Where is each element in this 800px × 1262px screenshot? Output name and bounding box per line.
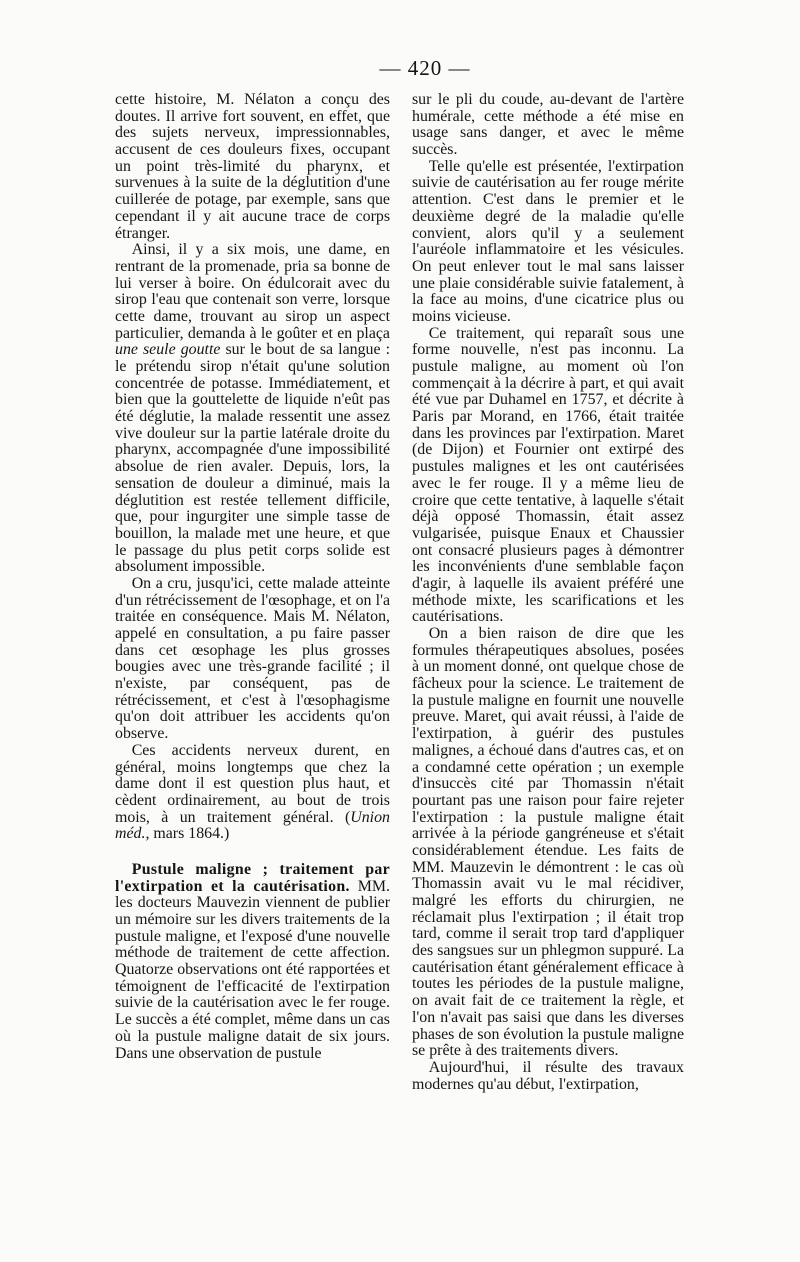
italic-phrase: une seule goutte	[115, 341, 221, 359]
paragraph-text: MM. les docteurs Mauvezin viennent de publier un mémoire sur les divers traitements de la pustule maligne, et l'exposé d'une nouvelle méthode de traitement de cette affection. Quatorze observations ont été rapportées et témoignent de l'efficacité de l'extirpation suivie de la cautérisation avec le fer rouge. Le succès a été complet, même dans un cas où la pustule maligne datait de six jours. Dans une observation de pustule	[115, 877, 390, 1062]
paragraph	[115, 242, 390, 576]
paragraph: cette histoire, M. Nélaton a conçu des doutes. Il arrive fort souvent, en effet, que des sujets nerveux, impressionnables, accusent de ces douleurs fixes, occupant un point très-limité du pharynx, et survenues à la suite de la déglutition d'une cuillerée de potage, par exemple, sans que cependant il y ait aucune trace de corps étranger.	[115, 91, 390, 242]
paragraph-text: , mars 1864.)	[145, 825, 230, 843]
paragraph: sur le pli du coude, au-devant de l'artère humérale, cette méthode a été mise en usage sans danger, et avec le même succès.	[412, 91, 684, 159]
paragraph-text: Ainsi, il y a six mois, une dame, en rentrant de la promenade, pria sa bonne de lui verser à boire. On édulcorait avec du sirop l'eau que contenait son verre, lorsque cette dame, trouvant au sirop un aspect particulier, demanda à le goûter et en plaça	[115, 241, 390, 342]
paragraph: Aujourd'hui, il résulte des travaux modernes qu'au début, l'extirpation,	[412, 1058, 684, 1093]
page-number-text: — 420 —	[379, 56, 471, 80]
paragraph: On a bien raison de dire que les formules thérapeutiques absolues, posées à un moment donné, ont quelque chose de fâcheux pour la science. Le traitement de la pustule maligne en fournit une nouvelle preuve. Maret, qui avait réussi, à l'aide de l'extirpation, à guérir des pustules malignes, a échoué dans d'autres cas, et on a condamné cette opération ; un exemple d'insuccès cité par Thomassin n'était pourtant pas une raison pour faire rejeter l'extirpation : la pustule maligne était arrivée à la période gangréneuse et s'était considérablement étendue. Les faits de MM. Mauzevin le démontrent : le cas où Thomassin avait vu le mal récidiver, malgré les efforts du chirurgien, ne réclamait plus l'extirpation ; il était trop tard, comme il serait trop tard d'appliquer des sangsues sur un phlegmon suppuré. La cautérisation étant généralement efficace à toutes les périodes de la pustule maligne, on avait fait de ce traitement la règle, et l'on n'avait pas saisi que dans les diverses phases de son évolution la pustule maligne se prête à des traitements divers.	[412, 625, 684, 1060]
paragraph: Telle qu'elle est présentée, l'extirpation suivie de cautérisation au fer rouge mérite attention. C'est dans le premier et le deuxième degré de la maladie qu'elle convient, alors qu'il y a seulement l'auréole inflammatoire et les vésicules. On peut enlever tout le mal sans laisser une plaie considérable suivie fatalement, à la face au moins, d'une cicatrice plus ou moins vicieuse.	[412, 157, 684, 325]
page-number	[0, 56, 800, 81]
paragraph: On a cru, jusqu'ici, cette malade atteinte d'un rétrécissement de l'œsophage, et on l'a traitée en conséquence. Mais M. Nélaton, appelé en consultation, a pu faire passer dans cet œsophage les plus grosses bougies avec une très-grande facilité ; il n'existe, par conséquent, pas de rétrécissement, et c'est à l'œsophagisme qu'on doit attribuer les accidents qu'on observe.	[115, 574, 390, 743]
right-column	[412, 92, 684, 1093]
paragraph: Ce traitement, qui reparaît sous une forme nouvelle, n'est pas inconnu. La pustule maligne, au moment où l'on commençait à la décrire à part, et qui avait été vue par Duhamel en 1757, et décrite à Paris par Morand, en 1766, était traitée dans les provinces par l'extirpation. Maret (de Dijon) et Fournier ont extirpé des pustules malignes et les ont cautérisées avec le fer rouge. Il y a même lieu de croire que cette tentative, à laquelle s'était déjà opposé Thomassin, était assez vulgarisée, puisque Enaux et Chaussier ont consacré plusieurs pages à démontrer les inconvénients d'une semblable façon d'agir, à laquelle ils avaient préféré une méthode mixte, les scarifications et les cautérisations.	[412, 324, 684, 626]
citation-journal: Union méd.	[115, 808, 390, 843]
paragraph	[115, 743, 390, 843]
section-heading: Pustule maligne ; traitement par l'extirpation et la cautérisation.	[115, 860, 390, 895]
paragraph-text: Ces accidents nerveux durent, en général, moins longtemps que chez la dame dont il est question plus haut, et cèdent ordinairement, au bout de trois mois, à un traitement général. (	[115, 741, 390, 826]
section-paragraph	[115, 862, 390, 1062]
paragraph-text: sur le bout de sa langue : le prétendu sirop n'était qu'une solution concentrée de potasse. Immédiatement, et bien que la gouttelette de liquide n'eût pas été déglutie, la malade ressentit une assez vive douleur sur la partie latérale droite du pharynx, accompagnée d'une impossibilité absolue de rien avaler. Depuis, lors, la sensation de douleur a diminué, mais la déglutition est restée tellement difficile, que, pour ingurgiter une simple tasse de bouillon, la malade met une heure, et que le passage du plus petit corps solide est absolument impossible.	[115, 341, 390, 576]
left-column	[115, 92, 390, 1062]
